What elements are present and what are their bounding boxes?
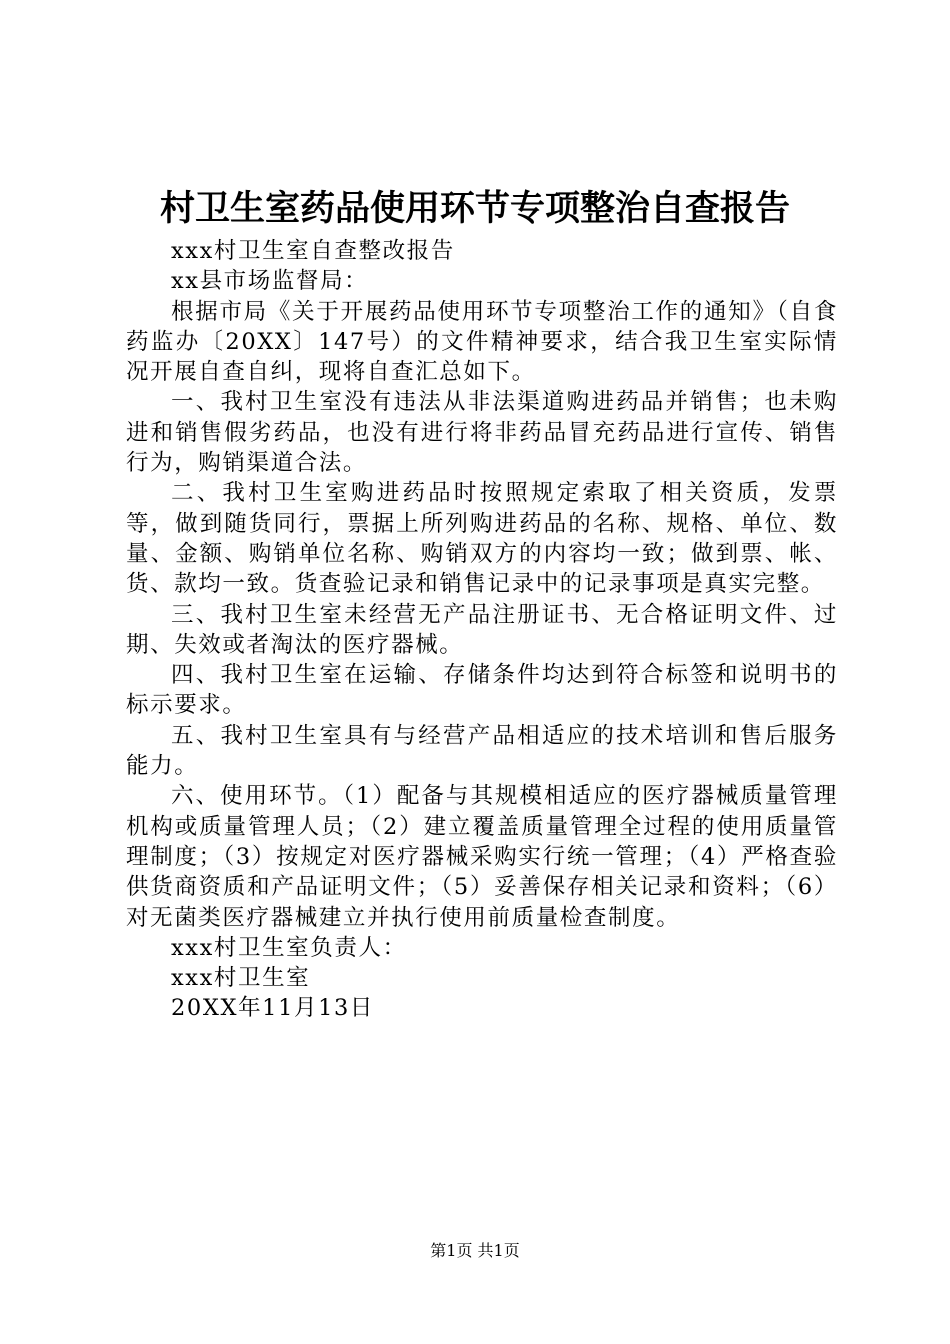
item-5-paragraph: 五、我村卫生室具有与经营产品相适应的技术培训和售后服务能力。: [126, 722, 838, 780]
document-title: 村卫生室药品使用环节专项整治自查报告: [159, 188, 790, 229]
item-6-paragraph: 六、使用环节。（1）配备与其规模相适应的医疗器械质量管理机构或质量管理人员；（2）建立覆盖质量管理全过程的使用质量管理制度；（3）按规定对医疗器械采购实行统一管理；（4）严格查验供货商资质和产品证明文件；（5）妥善保存相关记录和资料；（6）对无菌类医疗器械建立并执行使用前质量检查制度。: [126, 783, 838, 931]
addressee: xx县市场监督局：: [171, 268, 369, 295]
signature-org: xxx村卫生室: [171, 965, 311, 992]
page-footer: 第1页 共1页: [430, 1241, 520, 1260]
intro-paragraph: 根据市局《关于开展药品使用环节专项整治工作的通知》（自食药监办〔20XX〕147号）的文件精神要求，结合我卫生室实际情况开展自查自纠，现将自查汇总如下。: [126, 298, 838, 386]
item-4-paragraph: 四、我村卫生室在运输、存储条件均达到符合标签和说明书的标示要求。: [126, 662, 838, 719]
signature-responsible: xxx村卫生室负责人：: [171, 934, 407, 961]
item-1-paragraph: 一、我村卫生室没有违法从非法渠道购进药品并销售；也未购进和销售假劣药品，也没有进行将非药品冒充药品进行宣传、销售行为，购销渠道合法。: [126, 389, 838, 477]
document-body: [126, 236, 838, 1024]
report-subtitle: xxx村卫生室自查整改报告: [171, 238, 455, 264]
item-2-paragraph: 二、我村卫生室购进药品时按照规定索取了相关资质，发票等，做到随货同行，票据上所列购进药品的名称、规格、单位、数量、金额、购销单位名称、购销双方的内容均一致；做到票、帐、货、款均一致。货查验记录和销售记录中的记录事项是真实完整。: [126, 480, 838, 598]
item-3-paragraph: 三、我村卫生室未经营无产品注册证书、无合格证明文件、过期、失效或者淘汰的医疗器械。: [126, 601, 838, 658]
signature-date: 20XX年11月13日: [171, 995, 375, 1022]
